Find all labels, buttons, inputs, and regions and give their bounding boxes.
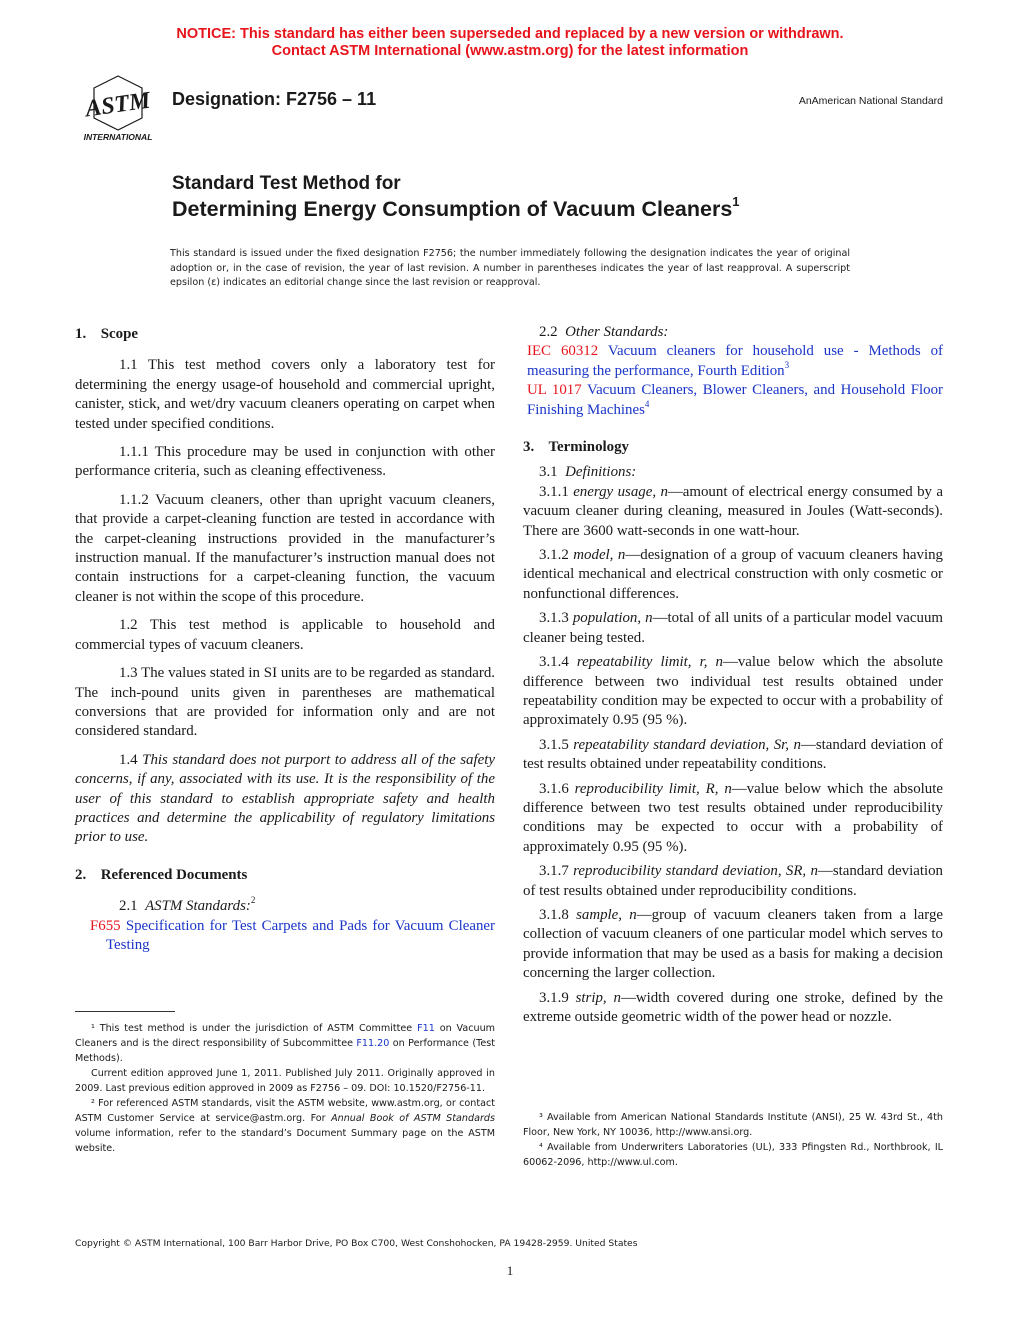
definition-item: 3.1.9 strip, n—width covered during one stroke, defined by the extreme outside geometric width of the power head or nozzle. (523, 989, 943, 1025)
para-2-1: 2.1 ASTM Standards:$^2$ (119, 895, 256, 915)
american-national-standard: AnAmerican National Standard (798, 95, 943, 107)
issued-note: This standard is issued under the fixed designation F2756; the number immediately following the designation indicates the year of original adoption or, in the case of revision, the year of last revision. A number in parentheses indicates the year of last reapproval. A superscript epsilon (ε) indicates an editorial change since the last revision or reapproval. (170, 248, 850, 289)
footnote-2: ² For referenced ASTM standards, visit the ASTM website, www.astm.org, or contact ASTM Customer Service at service@astm.org. For Annual Book of ASTM Standards volume information, refer to the standard’s Document Summary page on the ASTM website. (75, 1098, 495, 1154)
title-line-2 (172, 196, 740, 222)
footnote-4: ⁴ Available from Underwriters Laboratories (UL), 333 Pfingsten Rd., Northbrook, IL 60062-2096, http://www.ul.com. (523, 1142, 943, 1168)
logo-subtext: INTERNATIONAL (83, 132, 153, 142)
footnotes-right (523, 1110, 943, 1170)
definitions-list (523, 483, 943, 1028)
para-1-1-1: 1.1.1 This procedure may be used in conjunction with other performance criteria, such as cleaning effectiveness. (75, 444, 495, 480)
right-column (523, 323, 943, 1032)
footnote-divider (75, 1011, 175, 1012)
definition-item: 3.1.1 energy usage, n—amount of electrical energy consumed by a vacuum cleaner during cleaning, measured in Joules (Watt-seconds). There are 3600 watt-seconds in one watt-hour. (523, 483, 943, 539)
section-1-heading: 1. Scope (75, 326, 138, 342)
footnote-1: ¹ This test method is under the jurisdiction of ASTM Committee F11 on Vacuum Cleaners and is the direct responsibility of Subcommittee F11.20 on Performance (Test Methods). (75, 1023, 496, 1064)
notice-line-2: Contact ASTM International (www.astm.org) for the latest information (271, 43, 749, 59)
logo-text: ASTM (83, 87, 153, 123)
definition-item: 3.1.7 reproducibility standard deviation, SR, n—standard deviation of test results obtained under reproducibility conditions. (523, 863, 943, 899)
definition-item: 3.1.3 population, n—total of all units of a particular model vacuum cleaner being tested. (523, 610, 943, 646)
link-f11-20[interactable]: F11.20 (356, 1038, 390, 1049)
definition-item: 3.1.4 repeatability limit, r, n—value below which the absolute difference between two individual test results obtained under repeatability condition may be expected to occur with a probability of approximately 0.95 (95 %). (523, 654, 943, 729)
definition-term: sample, n (576, 906, 637, 923)
para-2-2: 2.2 Other Standards: (539, 324, 669, 340)
definition-term: reproducibility standard deviation, SR, n (573, 863, 818, 880)
para-1-2: 1.2 This test method is applicable to household and commercial types of vacuum cleaners. (75, 617, 495, 653)
notice-line-1: NOTICE: This standard has either been superseded and replaced by a new version or withdrawn. (176, 26, 844, 42)
section-3-heading: 3. Terminology (523, 439, 629, 456)
para-3-1: 3.1 Definitions: (539, 464, 637, 481)
definition-item: 3.1.8 sample, n—group of vacuum cleaners taken from a large collection of vacuum cleaners of one particular model which serves to provide information that may be used as a basis for making a decision concerning the larger collection. (523, 906, 944, 982)
footnote-3: ³ Available from American National Standards Institute (ANSI), 25 W. 43rd St., 4th Floor, New York, NY 10036, http://www.ansi.org. (523, 1112, 943, 1138)
title-main: Determining Energy Consumption of Vacuum Cleaners (172, 197, 733, 222)
ref-f655-title[interactable]: Specification for Test Carpets and Pads for Vacuum Cleaner Testing (106, 917, 495, 953)
ref-ul-code[interactable]: UL 1017 (527, 382, 582, 399)
para-1-4: 1.4 This standard does not purport to address all of the safety concerns, if any, associated with its use. It is the responsibility of the user of this standard to establish appropriate safety and health practices and determine the applicability of regulatory limitations prior to use. (75, 751, 495, 846)
ref-iec-code[interactable]: IEC 60312 (527, 343, 599, 360)
ref-f655-code[interactable]: F655 (90, 917, 121, 934)
page-number: 1 (506, 1263, 514, 1278)
footnote-1-edition: Current edition approved June 1, 2011. Published July 2011. Originally approved in 2009. Last previous edition approved in 2009 as F2756 – 09. DOI: 10.1520/F2756-11. (75, 1068, 495, 1094)
section-2-heading: 2. Referenced Documents (75, 866, 248, 883)
definition-term: model, n (573, 547, 626, 564)
ref-iec-title[interactable]: Vacuum cleaners for household use - Methods of measuring the performance, Fourth Edition (527, 343, 943, 379)
definition-item: 3.1.2 model, n—designation of a group of vacuum cleaners having identical mechanical and electrical construction with only cosmetic or nonfunctional differences. (523, 547, 943, 602)
ref-f655[interactable] (75, 917, 495, 956)
title-line-1: Standard Test Method for (172, 173, 401, 194)
title-footnote-mark: 1 (732, 194, 740, 209)
definition-item: 3.1.6 reproducibility limit, R, n—value below which the absolute difference between two test results obtained under reproducibility conditions may be expected to occur with a probability of approximately 0.95 (95 %). (523, 780, 943, 855)
para-1-1-2: 1.1.2 Vacuum cleaners, other than upright vacuum cleaners, that provide a carpet-cleaning function are tested in accordance with the carpet-cleaning instructions provided in the manufacturer’s instruction manual. If the manufacturer’s instruction manual does not contain instructions for a carpet-cleaning function, the vacuum cleaner is not within the scope of this procedure. (75, 491, 495, 605)
definition-term: repeatability standard deviation, Sr, n (573, 736, 801, 753)
left-column (75, 323, 495, 955)
ref-ul[interactable]: UL 1017 Vacuum Cleaners, Blower Cleaners, and Household Floor Finishing Machines$^4$ (527, 382, 943, 418)
designation: Designation: F2756 – 11 (172, 89, 377, 109)
copyright: Copyright © ASTM International, 100 Barr Harbor Drive, PO Box C700, West Conshohocken, PA 19428-2959. United States (75, 1238, 638, 1249)
astm-logo (74, 74, 162, 144)
ref-ul-title[interactable]: Vacuum Cleaners, Blower Cleaners, and Household Floor Finishing Machines (527, 382, 943, 418)
definition-term: population, n (572, 610, 653, 627)
para-1-1: 1.1 This test method covers only a laboratory test for determining the energy usage-of household and commercial upright, canister, stick, and wet/dry vacuum cleaners operating on carpet when tested under specified conditions. (75, 357, 495, 432)
withdrawal-notice (0, 26, 1020, 60)
definition-term: repeatability limit, r, n (576, 654, 723, 671)
definition-term: strip, n (575, 989, 621, 1006)
ref-iec[interactable]: IEC 60312 Vacuum cleaners for household use - Methods of measuring the performance, Fourth Edition$^3$ (527, 343, 943, 379)
definition-item: 3.1.5 repeatability standard deviation, Sr, n—standard deviation of test results obtained under repeatability conditions. (523, 736, 943, 773)
definition-term: reproducibility limit, R, n (574, 780, 732, 797)
link-f11[interactable]: F11 (417, 1023, 435, 1034)
footnotes-left (75, 1021, 495, 1156)
definition-term: energy usage, n (573, 483, 668, 500)
para-1-3: 1.3 The values stated in SI units are to be regarded as standard. The inch-pound units given in parentheses are mathematical conversions that are provided for information only and are not considered standard. (75, 665, 495, 740)
